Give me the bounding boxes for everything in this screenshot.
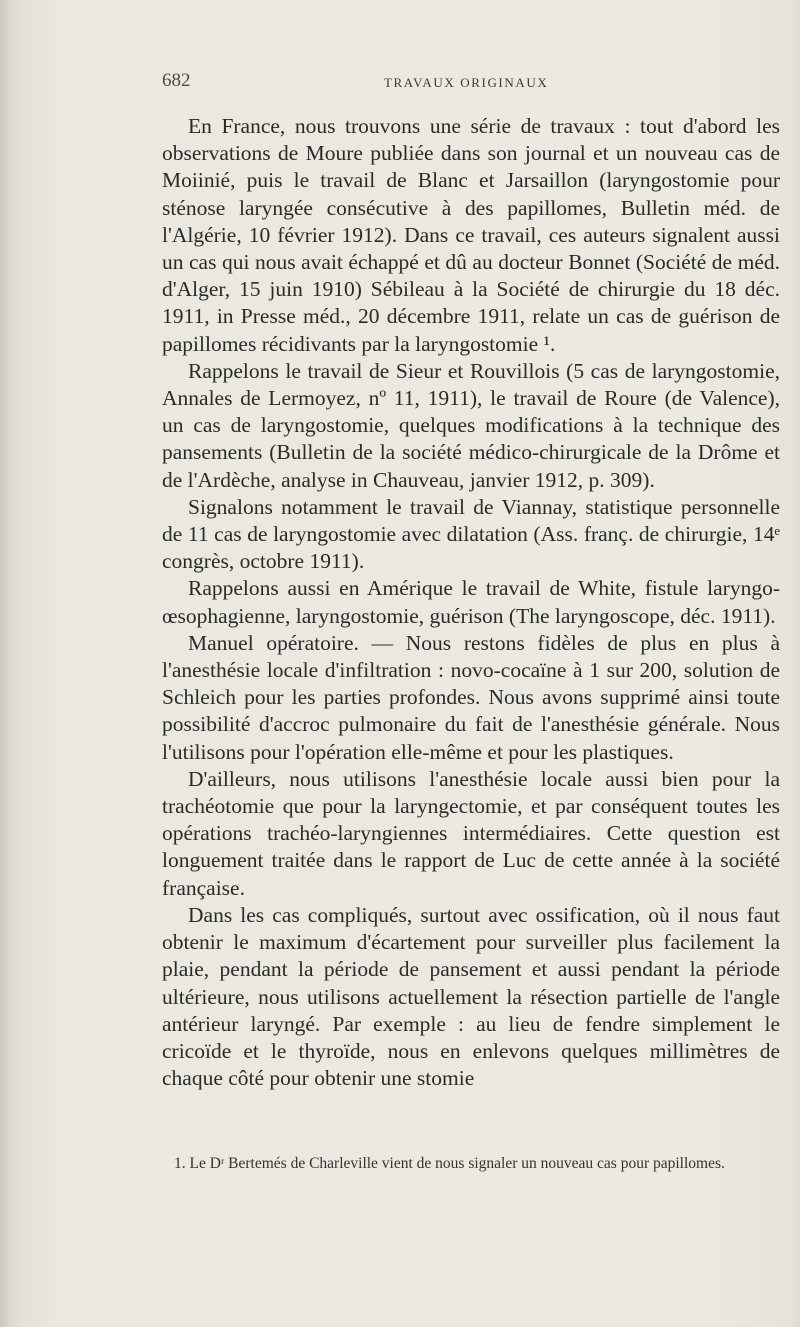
paragraph: D'ailleurs, nous utilisons l'anesthésie locale aussi bien pour la trachéotomie que pour la laryngectomie, et par conséquent toutes les opérations trachéo-laryngiennes intermédiaires. Cette question est longuement traitée dans le rapport de Luc de cette année à la société française. [162,766,780,900]
body-text [162,113,780,1092]
paragraph: Signalons notamment le travail de Viannay, statistique personnelle de 11 cas de laryngostomie avec dilatation (Ass. franç. de chirurgie, 14ᵉ congrès, octobre 1911). [162,494,780,574]
running-title: TRAVAUX ORIGINAUX [384,75,549,90]
page-header [162,70,760,94]
footnote [162,1154,780,1174]
footnote-text: 1. Le Dʳ Bertemés de Charleville vient de nous signaler un nouveau cas pour papillomes. [174,1155,725,1172]
paragraph: En France, nous trouvons une série de travaux : tout d'abord les observations de Moure publiée dans son journal et un nouveau cas de Moiinié, puis le travail de Blanc et Jarsaillon (laryngostomie pour sténose laryngée consécutive à des papillomes, Bulletin méd. de l'Algérie, 10 février 1912). Dans ce travail, ces auteurs signalent aussi un cas qui nous avait échappé et dû au docteur Bonnet (Société de méd. d'Alger, 15 juin 1910) Sébileau à la Société de chirurgie du 18 déc. 1911, in Presse méd., 20 décembre 1911, relate un cas de guérison de papillomes récidivants par la laryngostomie ¹. [162,114,780,356]
paragraph: Dans les cas compliqués, surtout avec ossification, où il nous faut obtenir le maximum d'écartement pour surveiller plus facilement la plaie, pendant la période de pansement et aussi pendant la période ultérieure, nous utilisons actuellement la résection partielle de l'angle antérieur laryngé. Par exemple : au lieu de fendre simplement le cricoïde et le thyroïde, nous en enlevons quelques millimètres de chaque côté pour obtenir une stomie [162,902,780,1091]
paragraph: Manuel opératoire. — Nous restons fidèles de plus en plus à l'anesthésie locale d'infiltration : novo-cocaïne à 1 sur 200, solution de Schleich pour les parties profondes. Nous avons supprimé ainsi toute possibilité d'accroc pulmonaire du fait de l'anesthésie générale. Nous l'utilisons pour l'opération elle-même et pour les plastiques. [162,630,780,764]
page-number: 682 [162,70,191,91]
paragraph: Rappelons le travail de Sieur et Rouvillois (5 cas de laryngostomie, Annales de Lermoyez, nº 11, 1911), le travail de Roure (de Valence), un cas de laryngostomie, quelques modifications à la technique des pansements (Bulletin de la société médico-chirurgicale de la Drôme et de l'Ardèche, analyse in Chauveau, janvier 1912, p. 309). [162,358,780,492]
paragraph: Rappelons aussi en Amérique le travail de White, fistule laryngo-œsophagienne, laryngostomie, guérison (The laryngoscope, déc. 1911). [162,576,780,628]
